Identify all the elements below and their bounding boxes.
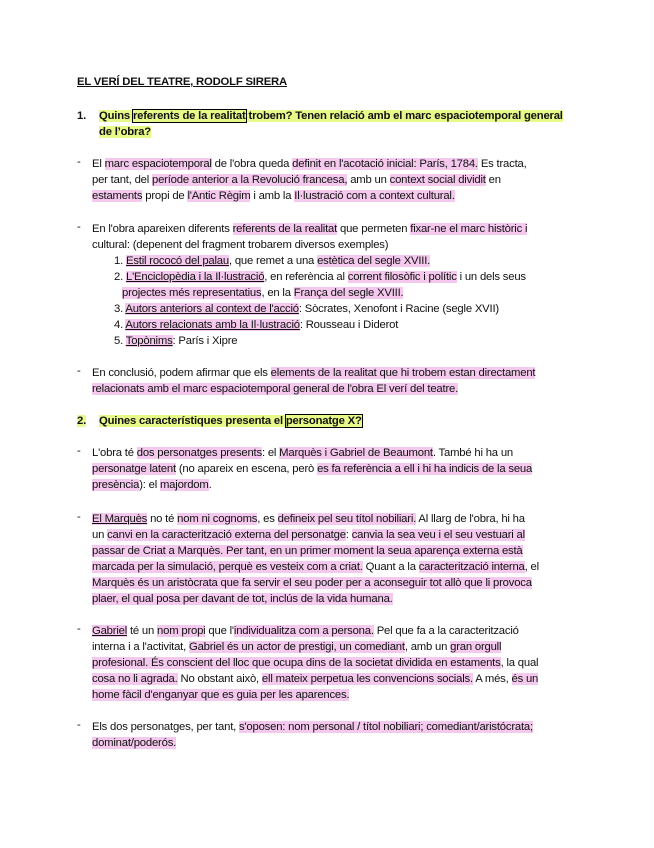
- paragraph-1-line-2: [92, 173, 501, 188]
- highlight-run: Marquès és un aristòcrata que fa servir el seu poder per a aconseguir tot allò que li provoca: [92, 577, 532, 589]
- highlight-run: l'Antic Règim: [187, 190, 251, 202]
- text-run: un: [92, 529, 108, 541]
- text-run: , el: [524, 561, 539, 573]
- bullet-dash: -: [77, 623, 81, 635]
- text-run: (no apareix en escena, però: [175, 463, 318, 475]
- text-run: , en la: [261, 287, 294, 299]
- paragraph-1-line-3: [92, 189, 455, 204]
- paragraph-5-line-5: [92, 576, 532, 591]
- highlight-run: nom propi: [157, 625, 206, 637]
- text-run: té un: [127, 625, 158, 637]
- text-run: , es: [257, 513, 278, 525]
- bullet-dash: -: [77, 719, 81, 731]
- text-run: : París i Xipre: [172, 335, 238, 347]
- highlight-run: dos personatges presents: [136, 447, 262, 459]
- question-1-line-2-text: de l’obra?: [99, 126, 151, 138]
- highlight-run: ell mateix perpetua les convencions socials.: [261, 673, 473, 685]
- question-2-pre: Quines característiques presenta el: [99, 415, 286, 427]
- highlight-run: estètica del segle XVIII.: [317, 255, 431, 267]
- highlight-run: França del segle XVIII.: [293, 287, 404, 299]
- paragraph-6-line-2: [92, 640, 501, 655]
- highlight-run: majordom: [159, 479, 209, 491]
- highlight-run: home fàcil d'enganyar que es guia per les aparences.: [92, 689, 350, 701]
- question-2-number-text: 2.: [77, 415, 87, 427]
- text-run: Quant a la: [362, 561, 419, 573]
- text-run: L'obra té: [92, 447, 137, 459]
- text-run: , amb un: [404, 641, 451, 653]
- paragraph-6-line-5: [92, 688, 349, 703]
- text-run: amb un: [347, 174, 390, 186]
- highlight-run: és un: [511, 673, 539, 685]
- text-run: interna i a l'activitat,: [92, 641, 189, 653]
- question-1-line-1: [99, 109, 563, 124]
- document-title: EL VERÍ DEL TEATRE, RODOLF SIRERA: [77, 76, 287, 88]
- bullet-dash: -: [77, 221, 81, 233]
- highlight-run: profesional. És conscient del lloc que ocupa dins de la societat dividida en estaments: [92, 657, 501, 669]
- text-run: no té: [147, 513, 178, 525]
- list-number: 1.: [114, 255, 124, 267]
- paragraph-5-line-1: [92, 512, 525, 527]
- highlight-run: marcada per la simulació, perquè es vesteix com a criat.: [92, 561, 363, 573]
- question-1-post: trobem? Tenen relació amb el marc espaciotemporal general: [245, 110, 563, 122]
- highlight-run: Marquès i Gabriel de Beaumont: [279, 447, 433, 459]
- question-1-pre: Quins: [99, 110, 133, 122]
- highlight-run: caracterització interna: [418, 561, 525, 573]
- text-run: : Sòcrates, Xenofont i Racine (segle XVII): [298, 303, 499, 315]
- highlight-run: canvia la sea veu i el seu vestuari al: [351, 529, 525, 541]
- text-run: en: [485, 174, 501, 186]
- question-2-number: [77, 414, 86, 429]
- highlight-run: context social dividit: [389, 174, 486, 186]
- highlight-run: es fa referència a ell i hi ha indicis de la seua: [317, 463, 533, 475]
- paragraph-6-line-1: [92, 624, 519, 639]
- highlight-run: gran orgull: [450, 641, 502, 653]
- highlight-run: estaments: [92, 190, 143, 202]
- highlight-run: canvi en la caracterització externa del personatge: [107, 529, 346, 541]
- highlight-run: marc espaciotemporal: [104, 158, 212, 170]
- list-item: [114, 254, 430, 269]
- text-run: per tant, del: [92, 174, 153, 186]
- highlight-run: presència: [92, 479, 140, 491]
- paragraph-2-line-1: [92, 222, 527, 237]
- text-run: i amb la: [250, 190, 295, 202]
- list-item: [114, 302, 499, 317]
- text-run: Els dos personatges, per tant,: [92, 721, 240, 733]
- text-run: Al llarg de l'obra, hi ha: [416, 513, 525, 525]
- paragraph-2-line-2: cultural: (depenent del fragment trobarem diversos exemples): [92, 239, 389, 251]
- highlight-run: cosa no li agrada.: [92, 673, 178, 685]
- question-2-boxed-term: personatge X?: [285, 415, 362, 427]
- list-item-continuation: [122, 286, 403, 301]
- highlight-run: període anterior a la Revolució francesa,: [152, 174, 348, 186]
- text-run: El: [92, 158, 105, 170]
- text-run: que l': [205, 625, 234, 637]
- highlight-run: elements de la realitat que hi trobem estan directament: [270, 367, 536, 379]
- highlight-run: definit en l'acotació inicial: París, 1784.: [292, 158, 478, 170]
- paragraph-5-line-3: [92, 544, 523, 559]
- highlight-run: personatge latent: [92, 463, 176, 475]
- list-number: 3.: [114, 303, 124, 315]
- bullet-dash: -: [77, 445, 81, 457]
- text-run: Pel que fa a la caracterització: [373, 625, 519, 637]
- text-run: , que remet a una: [228, 255, 318, 267]
- paragraph-4-line-2: [92, 462, 532, 477]
- bullet-dash: -: [77, 511, 81, 523]
- text-run: que permeten: [337, 223, 411, 235]
- highlight-run: referents de la realitat: [232, 223, 338, 235]
- text-run: En conclusió, podem afirmar que els: [92, 367, 271, 379]
- paragraph-1-line-1: [92, 157, 527, 172]
- text-run: propi de: [142, 190, 188, 202]
- list-number: 2.: [114, 271, 124, 283]
- text-run: i un dels seus: [456, 271, 526, 283]
- paragraph-7-line-2: [92, 736, 176, 751]
- text-run: , la qual: [500, 657, 539, 669]
- highlight-run: El Marquès: [92, 513, 148, 525]
- list-item: [114, 334, 237, 349]
- highlight-run: Gabriel: [92, 625, 128, 637]
- text-run: : el: [261, 447, 280, 459]
- bullet-dash: -: [77, 365, 81, 377]
- highlight-run: Topònims: [125, 335, 173, 347]
- paragraph-4-line-1: [92, 446, 513, 461]
- text-run: En l'obra apareixen diferents: [92, 223, 233, 235]
- paragraph-6-line-4: [92, 672, 538, 687]
- paragraph-3-line-2: [92, 382, 458, 397]
- list-item: [114, 270, 526, 285]
- paragraph-6-line-3: [92, 656, 538, 671]
- highlight-run: nom ni cognoms: [177, 513, 258, 525]
- text-run: , en referència al: [264, 271, 348, 283]
- highlight-run: corrent filosòfic i polític: [347, 271, 457, 283]
- paragraph-4-line-3: [92, 478, 212, 493]
- bullet-dash: -: [77, 156, 81, 168]
- paragraph-5-line-6: [92, 592, 393, 607]
- text-run: A més,: [472, 673, 512, 685]
- text-run: :: [345, 529, 352, 541]
- text-run: ): el: [139, 479, 160, 491]
- highlight-run: Autors relacionats amb la Il·lustració: [125, 319, 300, 331]
- text-run: . També hi ha un: [432, 447, 513, 459]
- text-run: No obstant això,: [177, 673, 262, 685]
- highlight-run: defineix pel seu títol nobiliari.: [277, 513, 417, 525]
- question-1-boxed-term: referents de la realitat: [132, 110, 246, 122]
- highlight-run: Autors anteriors al context de l'acció: [125, 303, 299, 315]
- list-number: 4.: [114, 319, 124, 331]
- highlight-run: relacionats amb el marc espaciotemporal general de l'obra El verí del teatre.: [92, 383, 459, 395]
- list-item: [114, 318, 398, 333]
- text-run: de l'obra queda: [211, 158, 293, 170]
- highlight-run: Estil rococó del palau: [125, 255, 229, 267]
- highlight-run: L'Enciclopèdia i la Il·lustració: [125, 271, 265, 283]
- text-run: .: [208, 479, 212, 491]
- highlight-run: Gabriel és un actor de prestigi, un comediant: [189, 641, 405, 653]
- highlight-run: projectes més representatius: [122, 287, 262, 299]
- highlight-run: plaer, el qual posa per davant de tot, inclús de la vida humana.: [92, 593, 393, 605]
- highlight-run: fixar-ne el marc històric i: [410, 223, 528, 235]
- question-1-line-2: [99, 125, 151, 140]
- list-number: 5.: [114, 335, 124, 347]
- paragraph-5-line-4: [92, 560, 539, 575]
- paragraph-7-line-1: [92, 720, 533, 735]
- paragraph-5-line-2: [92, 528, 525, 543]
- highlight-run: Il·lustració com a context cultural.: [294, 190, 455, 202]
- highlight-run: dominat/poderós.: [92, 737, 177, 749]
- highlight-run: individualitza com a persona.: [233, 625, 374, 637]
- paragraph-3-line-1: [92, 366, 535, 381]
- highlight-run: passar de Criat a Marquès. Per tant, en un primer moment la seua aparença externa està: [92, 545, 523, 557]
- question-1-number: 1.: [77, 110, 87, 122]
- text-run: Es tracta,: [477, 158, 527, 170]
- question-2-line: [99, 414, 362, 429]
- text-run: : Rousseau i Diderot: [299, 319, 399, 331]
- highlight-run: s'oposen: nom personal / títol nobiliari; comediant/aristócrata;: [239, 721, 533, 733]
